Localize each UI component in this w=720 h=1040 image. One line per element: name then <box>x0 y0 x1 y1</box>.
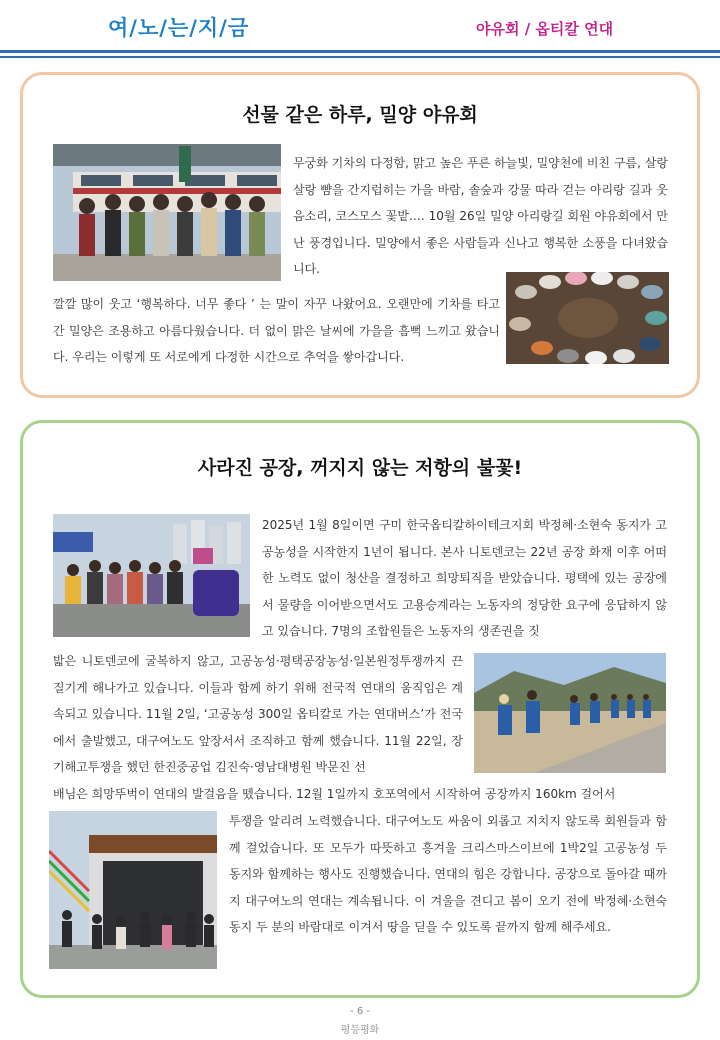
march-photo <box>474 653 666 773</box>
header-rule <box>0 50 720 53</box>
section-title: 여/노/는/지/금 <box>108 16 250 40</box>
article-picnic-paragraph-2: 깔깔 많이 웃고 ‘행복하다. 너무 좋다 ’ 는 말이 자꾸 나왔어요. 오랜만에 기차를 타고 간 밀양은 조용하고 아름다웠습니다. 더 없이 맑은 날씨에 가을을 흠뻑 느끼고 왔습니다. 우리는 이렇게 또 서로에게 다정한 시간으로 추억을 쌓아갑니다. <box>53 297 500 364</box>
article-title-optical: 사라진 공장, 꺼지지 않는 저항의 불꽃! <box>197 457 523 479</box>
feet-circle-photo <box>506 272 669 364</box>
article-optical-paragraph-2: 밟은 니토덴코에 굴복하지 않고, 고공농성·평택공장농성·일본원정투쟁까지 끈질기게 해나가고 있습니다. 이들과 함께 하기 위해 전국적 연대의 움직임은 계속되고 있습니다. 11월 2일, ‘고공농성 300일 옵티칼로 가는 연대버스’가 전국에서 출발했고, 대구여노도 앞장서서 조직하고 함께 했습니다. 11월 22일, 장기해고투쟁을 했던 한진중공업 김진숙·영남대병원 박문진 선 <box>53 654 463 774</box>
article-picnic-paragraph-1: 무궁화 기차의 다정함, 맑고 높은 푸른 하늘빛, 밀양천에 비친 구름, 살랑살랑 뺨을 간지럽히는 가을 바람, 솔숲과 강물 따라 걷는 아리랑 길과 웃음소리, 코스모스 꽃밭…. 10월 26일 밀양 아리랑길 회원 야유회에서 만난 풍경입니다. 밀양에서 좋은 사람들과 신나고 행복한 소풍을 다녀왔습니다. <box>293 156 668 276</box>
factory-jump-photo <box>49 811 217 969</box>
rally-group-photo <box>53 514 250 637</box>
article-optical-paragraph-1: 2025년 1월 8일이면 구미 한국옵티칼하이테크지회 박정혜·소현숙 동지가 고공농성을 시작한지 1년이 됩니다. 본사 니토덴코는 22년 공장 화재 이후 어떠한 노력도 없이 청산을 결정하고 희망퇴직을 받았습니다. 평택에 있는 공장에서 물량을 이어받으면서도 고용승계라는 노동자의 정당한 요구에 응답하지 않고 있습니다. 7명의 조합원들은 노동자의 생존권을 짓 <box>262 518 667 638</box>
article-optical-paragraph-4: 투쟁을 알리려 노력했습니다. 대구여노도 싸움이 외롭고 지치지 않도록 회원들과 함께 걸었습니다. 또 모두가 따뜻하고 흥겨울 크리스마스이브에 1박2일 고공농성 두 동지와 함께하는 행사도 진행했습니다. 연대의 힘은 강합니다. 공장으로 돌아갈 때까지 대구여노의 연대는 계속됩니다. 이 겨울을 견디고 봄이 오기 전에 박정혜·소현숙 동지 두 분의 바람대로 이겨서 땅을 딛을 수 있도록 끝까지 함께 해주세요. <box>229 814 667 934</box>
article-title-picnic: 선물 같은 하루, 밀양 야유회 <box>242 104 478 126</box>
category-label: 야유회 / 옵티칼 연대 <box>476 20 614 38</box>
article-optical-paragraph-3: 배님은 희망뚜벅이 연대의 발걸음을 뗐습니다. 12월 1일까지 호포역에서 시작하여 공장까지 160km 걸어서 <box>53 787 616 801</box>
page-number: - 6 - <box>350 1006 370 1017</box>
header-rule-thin <box>0 56 720 58</box>
train-group-photo <box>53 144 281 281</box>
publication-name: 평등평화 <box>340 1025 380 1036</box>
